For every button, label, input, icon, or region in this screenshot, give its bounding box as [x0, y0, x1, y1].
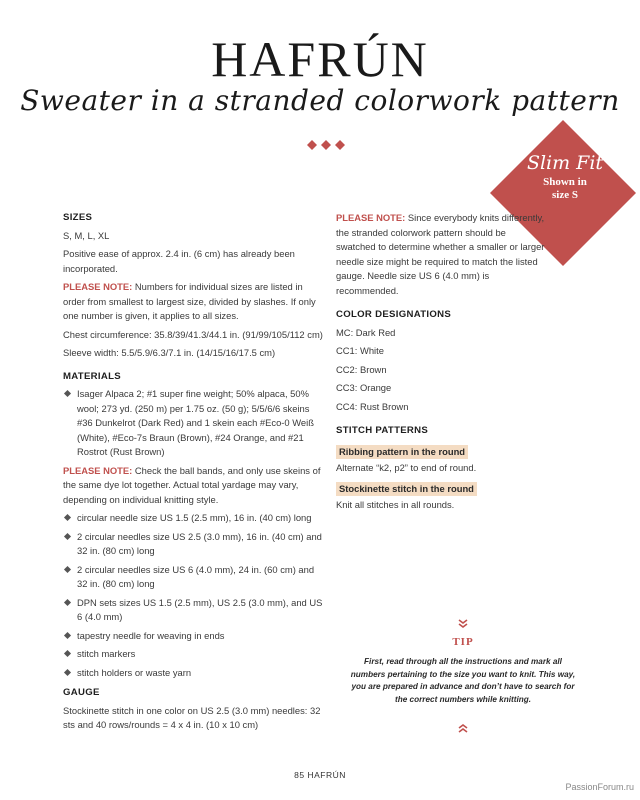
color-item: CC4: Rust Brown: [336, 400, 409, 412]
list-item: DPN sets sizes US 1.5 (2.5 mm), US 2.5 (3.0 mm), and US 6 (4.0 mm): [63, 596, 325, 625]
chevron-down-icon: [456, 618, 470, 630]
sizes-ease: Positive ease of approx. 2.4 in. (6 cm) has already been incorporated.: [63, 248, 295, 274]
gauge-text: Stockinette stitch in one color on US 2.5 (3.0 mm) needles: 32 sts and 40 rows/rounds = 4 x 4 in. (10 x 10 cm): [63, 704, 321, 730]
color-item: MC: Dark Red: [336, 326, 396, 338]
gauge-note-text: Since everybody knits differently, the stranded colorwork pattern should be swatched to determine whether a smaller or larger needle size might be required to match the listed gauge. Needle size US 6 (4.0 mm) is recommended.: [336, 212, 545, 296]
tip-title: TIP: [452, 636, 474, 648]
color-item: CC2: Brown: [336, 363, 387, 375]
page-footer: 85 HAFRÚN: [294, 770, 346, 780]
ribbing-text: Alternate “k2, p2” to end of round.: [336, 462, 477, 473]
badge-line-2: size S: [552, 189, 578, 201]
color-item: CC3: Orange: [336, 382, 392, 393]
sizes-heading: SIZES: [63, 212, 93, 223]
list-item: tapestry needle for weaving in ends: [63, 629, 325, 644]
left-column: [63, 211, 325, 737]
list-item: stitch holders or waste yarn: [63, 666, 325, 681]
list-item: 2 circular needles size US 6 (4.0 mm), 24 in. (60 cm) and 32 in. (80 cm) long: [63, 563, 325, 592]
materials-yarn: Isager Alpaca 2; #1 super fine weight; 50% alpaca, 50% wool; 273 yd. (250 m) per 1.75 oz. (50 g); 5/5/6/6 skeins #36 Dunkelrot (Dark Red) and 1 skein each #Eco-0 Weiß (White), #Eco-7s Braun (Brown), #24 Orange, and #21 Rostrot (Rust Brown): [63, 387, 325, 460]
tip-text: First, read through all the instructions and mark all numbers pertaining to the size you want to knit. This way, you are prepared in advance and don’t have to search for the correct numbers while knitting.: [350, 657, 576, 704]
page-subtitle: Sweater in a stranded colorwork pattern: [20, 84, 620, 117]
materials-note-label: PLEASE NOTE:: [63, 464, 133, 476]
gauge-note: [336, 211, 548, 298]
chest-circumference: Chest circumference: 35.8/39/41.3/44.1 in. (91/99/105/112 cm): [63, 328, 323, 340]
color-designations-heading: COLOR DESIGNATIONS: [336, 309, 452, 320]
gauge-heading: GAUGE: [63, 687, 100, 698]
color-item: CC1: White: [336, 345, 384, 356]
badge-title: Slim Fit: [526, 152, 604, 174]
stockinette-text: Knit all stitches in all rounds.: [336, 499, 455, 510]
page-title: HAFRÚN: [211, 31, 429, 87]
sizes-note-text: Numbers for individual sizes are listed in order from smallest to largest size, divided by slashes. If only one number is given, it applies to all sizes.: [63, 281, 316, 321]
badge-line-1: Shown in: [543, 176, 587, 188]
materials-heading: MATERIALS: [63, 370, 121, 382]
watermark: PassionForum.ru: [565, 782, 634, 792]
chevron-up-icon: [456, 722, 470, 734]
sleeve-width: Sleeve width: 5.5/5.9/6.3/7.1 in. (14/15/16/17.5 cm): [63, 347, 276, 358]
stockinette-title: Stockinette stitch in the round: [336, 482, 477, 497]
materials-note: [63, 464, 325, 508]
gauge-note-label: PLEASE NOTE:: [336, 212, 406, 223]
ribbing-title: Ribbing pattern in the round: [336, 445, 468, 460]
diamond-ornament-icon: [306, 138, 346, 152]
list-item: 2 circular needles size US 2.5 (3.0 mm), 16 in. (40 cm) and 32 in. (80 cm) long: [63, 530, 325, 559]
sizes-note-label: PLEASE NOTE:: [63, 281, 133, 292]
sizes-list: S, M, L, XL: [63, 229, 110, 241]
list-item: stitch markers: [63, 647, 325, 662]
stitch-patterns-heading: STITCH PATTERNS: [336, 425, 429, 436]
materials-list: [63, 511, 325, 680]
materials-yarn-list: [63, 387, 325, 460]
right-column: [336, 211, 548, 517]
sizes-note: [63, 280, 325, 324]
materials-note-text: Check the ball bands, and only use skeins of the same dye lot together. Actual total yardage may vary, depending on individual knitting style.: [63, 464, 321, 505]
slim-fit-badge-text: [500, 152, 630, 202]
list-item: circular needle size US 1.5 (2.5 mm), 16 in. (40 cm) long: [63, 511, 325, 526]
